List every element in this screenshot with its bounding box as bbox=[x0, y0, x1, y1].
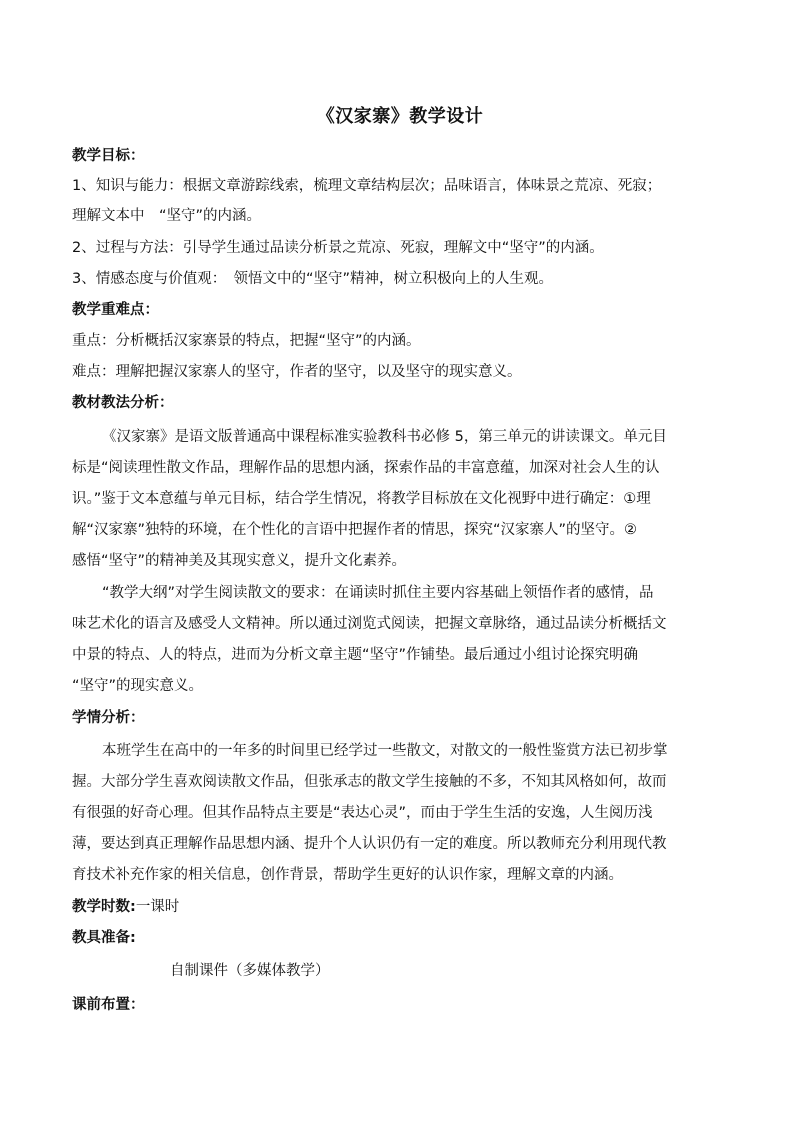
teaching-hours-value: 一课时 bbox=[135, 899, 180, 915]
students-line-5: 育技术补充作家的相关信息，创作背景，帮助学生更好的认识作家，理解文章的内涵。 bbox=[72, 867, 623, 883]
goals-line-4: 3、情感态度与价值观： 领悟文中的“坚守”精神，树立积极向上的人生观。 bbox=[72, 271, 553, 287]
teaching-hours-row bbox=[72, 896, 179, 918]
analysis-paragraph-1-line-3: 识。”鉴于文本意蕴与单元目标，结合学生情况，将教学目标放在文化视野中进行确定：①理 bbox=[72, 491, 651, 507]
analysis-paragraph-2-line-4: “坚守”的现实意义。 bbox=[72, 678, 204, 694]
goals-line-2: 理解文本中 “坚守”的内涵。 bbox=[72, 208, 262, 224]
difficulty-line: 难点：理解把握汉家寨人的坚守，作者的坚守，以及坚守的现实意义。 bbox=[72, 364, 522, 380]
students-line-2: 握。大部分学生喜欢阅读散文作品，但张承志的散文学生接触的不多，不知其风格如何，故而 bbox=[72, 774, 667, 790]
analysis-paragraph-2-line-2: 味艺术化的语言及感受人文精神。所以通过浏览式阅读，把握文章脉络，通过品读分析概括文 bbox=[72, 616, 667, 632]
section-heading-students: 学情分析： bbox=[72, 710, 145, 726]
goals-line-1: 1、知识与能力：根据文章游踪线索，梳理文章结构层次；品味语言，体味景之荒凉、死寂； bbox=[72, 178, 662, 194]
section-heading-goals: 教学目标： bbox=[72, 148, 145, 164]
analysis-paragraph-1-line-1: 《汉家寨》是语文版普通高中课程标准实验教科书必修 5，第三单元的讲读课文。单元目 bbox=[102, 429, 667, 445]
students-line-1: 本班学生在高中的一年多的时间里已经学过一些散文，对散文的一般性鉴赏方法已初步掌 bbox=[102, 743, 668, 759]
section-heading-preclass: 课前布置： bbox=[72, 997, 145, 1013]
students-line-4: 薄，要达到真正理解作品思想内涵、提升个人认识仍有一定的难度。所以教师充分利用现代教 bbox=[72, 836, 667, 852]
analysis-paragraph-1-line-4: 解“汉家寨”独特的环境，在个性化的言语中把握作者的情思，探究“汉家寨人”的坚守。② bbox=[72, 522, 638, 538]
section-heading-key-points: 教学重难点： bbox=[72, 302, 159, 318]
analysis-paragraph-1-line-5: 感悟“坚守”的精神美及其现实意义，提升文化素养。 bbox=[72, 553, 407, 569]
analysis-paragraph-1-line-2: 标是“阅读理性散文作品，理解作品的思想内涵，探索作品的丰富意蕴，加深对社会人生的认 bbox=[72, 460, 660, 476]
document-title: 《汉家寨》教学设计 bbox=[316, 106, 484, 127]
analysis-paragraph-2-line-3: 中景的特点、人的特点，进而为分析文章主题“坚守”作铺垫。最后通过小组讨论探究明确 bbox=[72, 647, 639, 663]
section-heading-analysis: 教材教法分析： bbox=[72, 395, 174, 411]
goals-line-3: 2、过程与方法：引导学生通过品读分析景之荒凉、死寂，理解文中“坚守”的内涵。 bbox=[72, 240, 604, 256]
analysis-paragraph-2-line-1: “教学大纲”对学生阅读散文的要求：在诵读时抓住主要内容基础上领悟作者的感情，品 bbox=[102, 585, 654, 601]
key-point-line: 重点：分析概括汉家寨景的特点，把握“坚守”的内涵。 bbox=[72, 333, 421, 349]
section-heading-tools: 教具准备: bbox=[72, 930, 136, 946]
section-heading-hours: 教学时数: bbox=[72, 899, 136, 915]
students-line-3: 有很强的好奇心理。但其作品特点主要是“表达心灵”，而由于学生生活的安逸，人生阅历浅 bbox=[72, 805, 653, 821]
tools-value: 自制课件（多媒体教学） bbox=[170, 963, 330, 979]
